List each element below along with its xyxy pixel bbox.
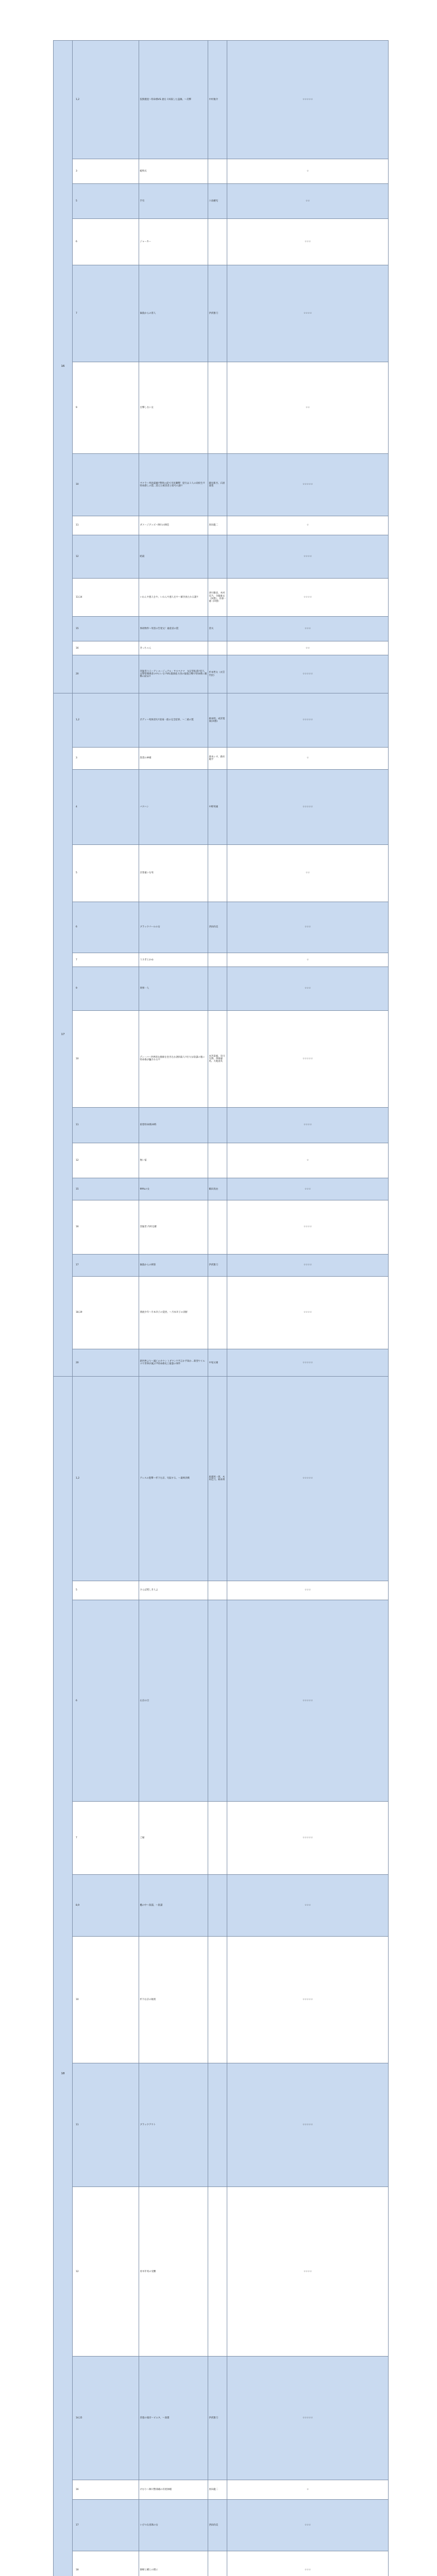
episode-row [54,693,389,747]
star-rating: ☆☆☆ [227,2551,389,2576]
episode-number: 12 [73,2187,139,2357]
episode-title: ブラックアウト [139,2063,208,2187]
episode-guest [208,1276,227,1349]
episode-table [53,40,389,2576]
star-rating: ☆☆☆☆☆ [227,454,389,516]
episode-title: 手有 [139,183,208,219]
episode-row [54,1581,389,1600]
episode-title: サクラ〜列島震撼!!警察の前で市民襲撃！犯行は３人の高校生!?特命潜しの罠…消えた被害者と暗号の謎!! [139,454,208,516]
episode-row [54,1349,389,1377]
episode-guest [208,845,227,902]
star-rating: ☆ [227,1143,389,1178]
star-rating: ☆☆☆☆ [227,265,389,362]
episode-guest [208,1874,227,1937]
episode-row [54,265,389,362]
episode-guest [208,953,227,967]
episode-row [54,1600,389,1802]
episode-title: 刑事一人 [139,967,208,1010]
episode-guest: 原田龍二 [208,516,227,535]
episode-number: 1,2 [73,1377,139,1581]
episode-row [54,1377,389,1581]
episode-title: 容疑者 内村完爾 [139,1200,208,1254]
episode-number: 5 [73,1581,139,1600]
episode-row [54,902,389,953]
star-rating: ☆☆ [227,362,389,454]
episode-guest: 伊武雅刀 [208,1255,227,1277]
star-rating: ☆☆☆ [227,1581,389,1600]
episode-title: 漂流少年〜月本幸子の覚悟、〜月本幸子の決断 [139,1276,208,1349]
star-rating: ☆ [227,516,389,535]
episode-row [54,1200,389,1254]
episode-number: 6 [73,219,139,265]
episode-number: 10 [73,1937,139,2063]
star-rating: ☆☆☆☆ [227,535,389,579]
episode-row [54,1255,389,1277]
episode-title: さらば愛しき人よ [139,1581,208,1600]
star-rating: ☆☆☆☆☆ [227,41,389,159]
episode-number: 17 [73,2499,139,2551]
episode-title: ディーバ〜世界的な歌姫を巻き込む誘拐殺人!!壮大な陰謀の裏に特命係が騙される!? [139,1010,208,1107]
episode-title: ダメージグッズ〜陣川の陳恋 [139,516,208,535]
episode-number: 9 [73,967,139,1010]
episode-guest: 中尾文雄 [208,1349,227,1377]
episode-row [54,183,389,219]
episode-guest [208,1600,227,1802]
episode-row [54,655,389,693]
episode-number: 7 [73,1802,139,1874]
episode-number: 10 [73,454,139,516]
star-rating: ☆☆☆☆☆ [227,769,389,845]
episode-number: 15 [73,617,139,641]
episode-row [54,516,389,535]
star-rating: ☆☆☆☆ [227,1108,389,1143]
episode-title: 倫敦からの客人 [139,265,208,362]
episode-row [54,967,389,1010]
episode-row [54,579,389,617]
episode-guest [208,535,227,579]
episode-number: 8,9 [73,1874,139,1937]
episode-guest: 西田尚美 [208,2499,227,2551]
episode-number: 17 [73,1255,139,1277]
star-rating: ☆☆☆☆ [227,579,389,617]
episode-number: 7 [73,953,139,967]
episode-title: アレスの進撃〜杉下右京、失踪する、〜最終決戦 [139,1377,208,1581]
star-rating: ☆☆☆ [227,617,389,641]
episode-guest [208,967,227,1010]
episode-number: 20 [73,1349,139,1377]
episode-row [54,1802,389,1874]
episode-guest: 伊武雅刀 [208,265,227,362]
episode-number: 3 [73,748,139,770]
star-rating: ☆ [227,2480,389,2499]
episode-number: 6 [73,1600,139,1802]
episode-number: 15 [73,1178,139,1200]
episode-number: 11 [73,1108,139,1143]
episode-row [54,2357,389,2480]
star-rating: ☆☆☆☆☆ [227,1377,389,1581]
episode-guest: 中野英雄 [208,769,227,845]
star-rating: ☆☆☆☆☆ [227,2357,389,2480]
episode-title: 密着特命係24時 [139,1108,208,1143]
star-rating: ☆☆☆☆☆ [227,1600,389,1802]
episode-title: 倫敦からの刺客 [139,1255,208,1277]
star-rating: ☆☆☆☆ [227,2187,389,2357]
episode-row [54,953,389,967]
episode-guest: 中村俊介 [208,41,227,159]
episode-number: 4 [73,769,139,845]
star-rating: ☆☆☆ [227,1874,389,1937]
star-rating: ☆☆☆☆☆ [227,1010,389,1107]
episode-title: 事故物件〜死者の告発文！通産省の罠 [139,617,208,641]
episode-number: 18 [73,2551,139,2576]
episode-row [54,159,389,183]
episode-guest [208,641,227,655]
episode-row [54,1143,389,1178]
star-rating: ☆☆☆☆☆ [227,1802,389,1874]
star-rating: ☆ [227,748,389,770]
episode-number: 13,14 [73,579,139,617]
episode-guest [208,1143,227,1178]
episode-title: 暗殺 [139,535,208,579]
episode-table-sheet [53,40,388,2576]
episode-guest: 鶴田真由 [208,1178,227,1200]
episode-number: 1,2 [73,693,139,747]
episode-row [54,2063,389,2187]
episode-guest: 本宮泰風、及川光博、西岡徳馬、大地真央 [208,1010,227,1107]
star-rating: ☆☆☆ [227,219,389,265]
episode-number: 12 [73,1143,139,1178]
episode-guest [208,2551,227,2576]
episode-row [54,41,389,159]
episode-guest [208,1581,227,1600]
star-rating: ☆☆☆ [227,967,389,1010]
episode-number: 3 [73,159,139,183]
episode-number: 16 [73,641,139,655]
episode-guest [208,362,227,454]
star-rating: ☆☆☆☆ [227,1276,389,1349]
episode-row [54,1108,389,1143]
episode-guest [208,1802,227,1874]
episode-guest: 津川雅彦、木村佳乃、寺脇康文（回想）、岸部一徳（回想） [208,579,227,617]
star-rating: ☆ [227,953,389,967]
episode-row [54,2480,389,2499]
episode-row [54,1276,389,1349]
star-rating: ☆☆ [227,641,389,655]
episode-title: 帳埠式 [139,159,208,183]
episode-row [54,535,389,579]
episode-title: ブラックパールの女 [139,902,208,953]
episode-row [54,748,389,770]
episode-guest: 杉本哲太（衣笠代役） [208,655,227,693]
episode-title: いびつな真珠の女 [139,2499,208,2551]
episode-guest [208,159,227,183]
star-rating: ☆☆☆☆☆ [227,1937,389,2063]
episode-title: 無い家 [139,1143,208,1178]
episode-guest [208,2063,227,2187]
episode-guest: 伊武雅刀 [208,2357,227,2480]
episode-title: ジョーカー [139,219,208,265]
star-rating: ☆ [227,159,389,183]
episode-guest: 原田龍二 [208,2480,227,2499]
episode-number: 6 [73,902,139,953]
season-number: 18 [54,1377,73,2576]
episode-guest: 鏡見新吾、石原貴苑 [208,454,227,516]
episode-number: 1,2 [73,41,139,159]
star-rating: ☆☆ [227,845,389,902]
episode-number: 5 [73,845,139,902]
episode-number: 11 [73,516,139,535]
episode-title: うさぎとかめ [139,953,208,967]
season-number: 17 [54,693,73,1376]
episode-number: 7 [73,265,139,362]
star-rating: ☆☆☆☆ [227,1255,389,1277]
episode-title: 新世界より〜滅亡のカウントダウン!!予言か予知か…新型ウイルスで世界が滅ぶ!?特命係史上最悪の事件 [139,1349,208,1377]
episode-row [54,641,389,655]
episode-row [54,1010,389,1107]
episode-number: 11 [73,2063,139,2187]
episode-row [54,219,389,265]
season-number: 16 [54,41,73,693]
star-rating: ☆☆ [227,183,389,219]
star-rating: ☆☆☆ [227,902,389,953]
episode-title: いわんや悪人をや、いわんや悪人をや〜解き放たれる謎!! [139,579,208,617]
episode-guest: 森本レオ、森田順平 [208,748,227,770]
episode-number: 5 [73,183,139,219]
episode-title: ボディ〜死体消失!!富豪一族の完全犯罪、〜二重の罠 [139,693,208,747]
episode-title: 右京の目 [139,1600,208,1802]
episode-row [54,769,389,845]
episode-title: 善悪の彼岸〜ピエタ、〜深淵 [139,2357,208,2480]
episode-number: 18,19 [73,1276,139,1349]
episode-title: 目撃しない女 [139,362,208,454]
episode-number: 20 [73,655,139,693]
episode-number: 12 [73,535,139,579]
star-rating: ☆☆☆ [227,1178,389,1200]
star-rating: ☆☆☆☆☆ [227,655,389,693]
episode-row [54,2499,389,2551]
episode-number: 16 [73,1200,139,1254]
episode-guest [208,1108,227,1143]
episode-title: 青木年男の受難 [139,2187,208,2357]
episode-row [54,454,389,516]
episode-title: 辞書の神様 [139,748,208,770]
episode-number: 9 [73,362,139,454]
episode-title: けむり～陣川警部補の有給休暇 [139,2480,208,2499]
episode-guest: 六角精児 [208,183,227,219]
episode-row [54,1874,389,1937]
episode-number: 16 [73,2480,139,2499]
episode-row [54,617,389,641]
episode-title: バクハン [139,769,208,845]
star-rating: ☆☆☆☆ [227,1200,389,1254]
star-rating: ☆☆☆☆☆ [227,1349,389,1377]
episode-guest: 菅夫 [208,617,227,641]
episode-title: 檻の中〜陰謀、〜陰謀 [139,1874,208,1937]
episode-title: きっちゃん [139,641,208,655]
episode-row [54,2551,389,2576]
episode-guest [208,1200,227,1254]
episode-guest: 西田尚美 [208,902,227,953]
episode-row [54,1178,389,1200]
episode-title: 狡猾捜査〜特命係VS.妻を３回殺した盗賊。〜反撃 [139,41,208,159]
episode-guest [208,2187,227,2357]
episode-number: 14,15 [73,2357,139,2480]
episode-guest: 船越英一郎、木村佳乃、柄本明 [208,1377,227,1581]
episode-row [54,1937,389,2063]
star-rating: ☆☆☆☆☆ [227,693,389,747]
episode-number: 10 [73,1010,139,1107]
episode-guest [208,1937,227,2063]
episode-title: 計算違いな男 [139,845,208,902]
episode-title: 杉下右京の秘密 [139,1937,208,2063]
star-rating: ☆☆☆ [227,2499,389,2551]
episode-row [54,362,389,454]
episode-row [54,845,389,902]
episode-guest: 柄本明、成宮寛貴(回想) [208,693,227,747]
episode-title: ご縁 [139,1802,208,1874]
episode-title: 蜜蜂と鰻との間に [139,2551,208,2576]
episode-title: 99%の女 [139,1178,208,1200]
episode-title: 容疑者六人〜アンユージュアル・サスペクツ 女記者転落!!犯人は警察関係者の中にいる!?VS.闇酒産力団の報復合戦で特命係に衝撃の結末!! [139,655,208,693]
episode-guest [208,219,227,265]
episode-row [54,2187,389,2357]
star-rating: ☆☆☆☆☆ [227,2063,389,2187]
